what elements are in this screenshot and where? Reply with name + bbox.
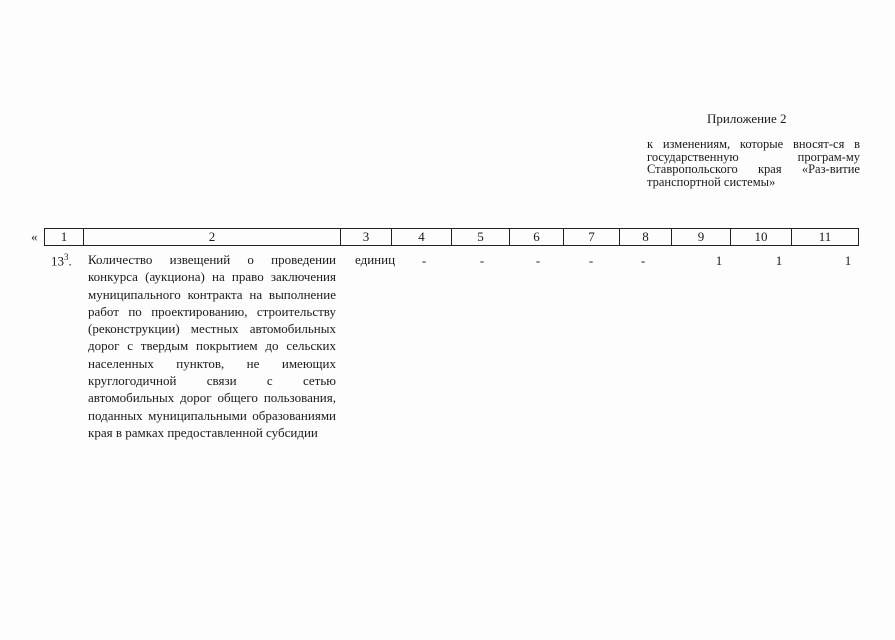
column-number: 8: [620, 229, 672, 246]
column-number-row: [44, 228, 859, 246]
row-number-superscript: 3: [64, 252, 69, 262]
column-number: 2: [84, 229, 341, 246]
column-number: 9: [672, 229, 731, 246]
column-number: 4: [392, 229, 452, 246]
column-number: 10: [731, 229, 792, 246]
row-value: -: [421, 253, 427, 268]
column-number: 11: [792, 229, 859, 246]
opening-quote: «: [31, 229, 38, 244]
row-value: 1: [844, 253, 852, 268]
row-value: 1: [775, 253, 783, 268]
row-number: $13^3$.: [51, 252, 72, 269]
row-value: -: [479, 253, 485, 268]
row-value: -: [535, 253, 541, 268]
column-number: 6: [510, 229, 564, 246]
row-value: -: [640, 253, 646, 268]
row-value: 1: [715, 253, 723, 268]
appendix-subtitle: к изменениям, которые вносят-ся в государственную програм-му Ставропольского края «Раз-витие транспортной системы»: [647, 137, 860, 189]
row-unit: единиц: [355, 252, 396, 267]
row-description: Количество извещений о проведении конкурса (аукциона) на право заключения муниципального контракта на выполнение работ по проектированию, строительству (реконструкции) местных автомобильных дорог с твердым покрытием до сельских населенных пунктов, не имеющих круглогодичной связи с сетью автомобильных дорог общего пользования, поданных муниципальными образованиями края в рамках предоставленной субсидии: [88, 252, 336, 440]
column-number: 5: [452, 229, 510, 246]
appendix-title: Приложение 2: [707, 111, 787, 126]
column-number: 3: [341, 229, 392, 246]
column-number: 7: [564, 229, 620, 246]
row-value: -: [588, 253, 594, 268]
column-number: 1: [45, 229, 84, 246]
